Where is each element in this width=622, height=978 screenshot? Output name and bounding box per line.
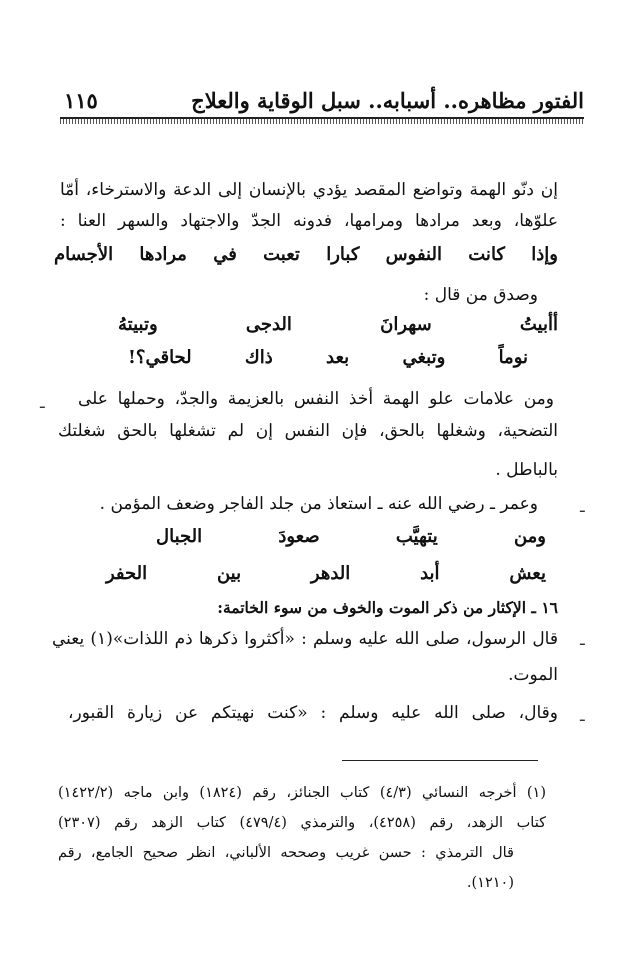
footnote-line-1: (١) أخرجه النسائي (٤/٣) كتاب الجنائز، رقم (١٨٢٤) وابن ماجه (١٤٢٢/٢): [58, 785, 547, 801]
body-line-6: بالباطل .: [495, 460, 558, 480]
verse-line-4: ومن يتهيَّب صعودَ الجبال: [156, 526, 546, 547]
verse-line-2: أأبيتُ سهرانَ الدجى وتبيتهُ: [118, 314, 558, 335]
page-number: ١١٥: [64, 88, 98, 113]
header-rule: [60, 117, 584, 124]
body-line-9: الموت.: [508, 665, 558, 685]
verse-line-5: يعش أبد الدهر بين الحفر: [106, 563, 546, 584]
section-heading: ١٦ ـ الإكثار من ذكر الموت والخوف من سوء الخاتمة:: [217, 598, 558, 617]
body-line-8: قال الرسول، صلى الله عليه وسلم : «أكثروا ذكرها ذم اللذات»(١) يعني: [52, 629, 558, 649]
running-title: الفتور مظاهره.. أسبابه.. سبل الوقاية والعلاج: [191, 88, 584, 113]
body-line-1: إن دنّو الهمة وتواضع المقصد يؤدي بالإنسان إلى الدعة والاسترخاء، أمّا: [60, 180, 558, 200]
verse-line-3: نوماً وتبغي بعد ذاك لحاقي؟!: [128, 347, 528, 368]
verse-line-1: وإذا كانت النفوس كبارا تعبت في مرادها الأجسام: [54, 244, 558, 265]
footnote-line-2: كتاب الزهد، رقم (٤٢٥٨)، والترمذي (٤٧٩/٤) كتاب الزهد رقم (٢٣٠٧): [58, 815, 546, 831]
margin-mark: ـ: [580, 630, 585, 649]
body-line-3: وصدق من قال :: [423, 285, 538, 305]
body-line-5: التضحية، وشغلها بالحق، فإن النفس إن لم تشغلها بالحق شغلتك: [58, 421, 558, 441]
running-header: [60, 84, 584, 124]
body-line-7: وعمر ـ رضي الله عنه ـ استعاذ من جلد الفاجر وضعف المؤمن .: [99, 494, 538, 514]
margin-mark: ـ: [580, 706, 585, 725]
margin-mark: ـ: [580, 497, 585, 516]
margin-mark: ـ: [40, 393, 45, 412]
footnote-line-3: قال الترمذي : حسن غريب وصححه الألباني، انظر صحيح الجامع، رقم: [58, 845, 514, 861]
footnote-line-4: (١٢١٠).: [466, 875, 514, 891]
body-line-10: وقال، صلى الله عليه وسلم : «كنت نهيتكم عن زيارة القبور،: [68, 703, 558, 723]
body-line-2: علوّها، وبعد مرادها ومرامها، فدونه الجدّ والاجتهاد والسهر العنا :: [60, 211, 558, 231]
body-line-4: ومن علامات علو الهمة أخذ النفس بالعزيمة والجدّ، وحملها على: [78, 389, 554, 409]
footnote-rule: [342, 760, 538, 761]
